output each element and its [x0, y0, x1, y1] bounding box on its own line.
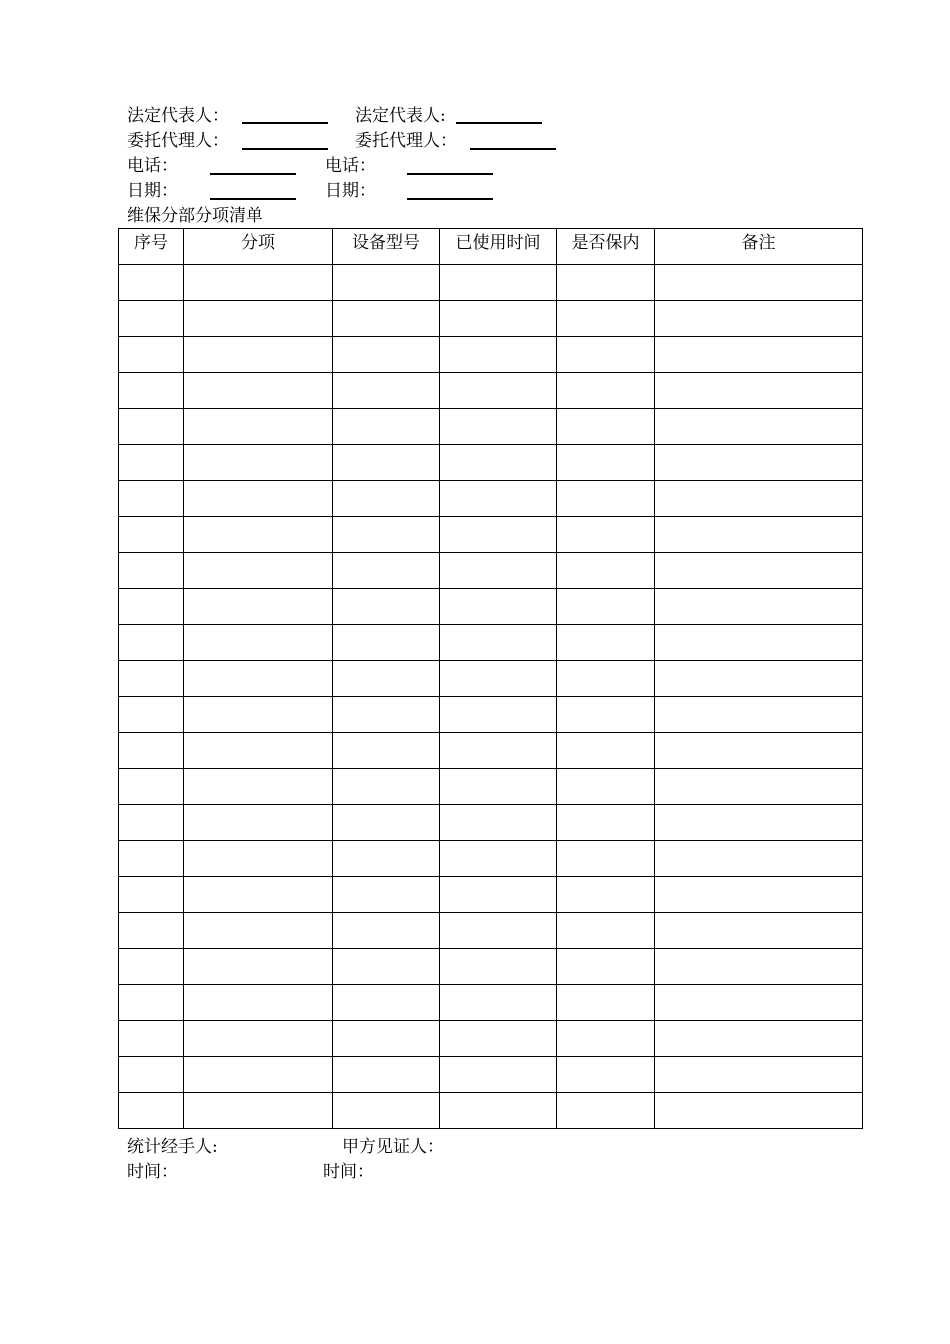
agent-line-left[interactable]	[242, 148, 328, 150]
cell-item[interactable]	[184, 769, 333, 805]
cell-used-time[interactable]	[440, 373, 557, 409]
cell-used-time[interactable]	[440, 481, 557, 517]
cell-warranty[interactable]	[557, 769, 655, 805]
cell-index[interactable]	[119, 589, 184, 625]
cell-warranty[interactable]	[557, 661, 655, 697]
cell-used-time[interactable]	[440, 805, 557, 841]
col-header-index: 序号	[119, 229, 184, 265]
cell-index[interactable]	[119, 517, 184, 553]
table-row	[119, 769, 863, 805]
cell-used-time[interactable]	[440, 697, 557, 733]
cell-model[interactable]	[333, 517, 440, 553]
agent-line-right[interactable]	[470, 148, 556, 150]
cell-index[interactable]	[119, 625, 184, 661]
table-row	[119, 985, 863, 1021]
cell-used-time[interactable]	[440, 985, 557, 1021]
cell-warranty[interactable]	[557, 589, 655, 625]
cell-model[interactable]	[333, 913, 440, 949]
table-row	[119, 1021, 863, 1057]
cell-warranty[interactable]	[557, 733, 655, 769]
cell-item[interactable]	[184, 481, 333, 517]
cell-warranty[interactable]	[557, 409, 655, 445]
cell-remarks[interactable]	[655, 805, 863, 841]
cell-warranty[interactable]	[557, 1057, 655, 1093]
phone-label-left: 电话：	[127, 156, 178, 176]
phone-line-right[interactable]	[407, 173, 493, 175]
cell-model[interactable]	[333, 589, 440, 625]
cell-warranty[interactable]	[557, 625, 655, 661]
cell-model[interactable]	[333, 445, 440, 481]
cell-item[interactable]	[184, 589, 333, 625]
table-row	[119, 949, 863, 985]
cell-index[interactable]	[119, 697, 184, 733]
cell-used-time[interactable]	[440, 625, 557, 661]
legal-rep-line-left[interactable]	[242, 122, 328, 124]
table-row	[119, 733, 863, 769]
cell-remarks[interactable]	[655, 661, 863, 697]
cell-item[interactable]	[184, 409, 333, 445]
cell-index[interactable]	[119, 733, 184, 769]
cell-item[interactable]	[184, 949, 333, 985]
table-row	[119, 409, 863, 445]
date-label-left: 日期：	[127, 181, 178, 201]
cell-model[interactable]	[333, 985, 440, 1021]
cell-item[interactable]	[184, 697, 333, 733]
col-header-used-time: 已使用时间	[440, 229, 557, 265]
cell-warranty[interactable]	[557, 985, 655, 1021]
cell-model[interactable]	[333, 841, 440, 877]
cell-used-time[interactable]	[440, 409, 557, 445]
cell-index[interactable]	[119, 769, 184, 805]
cell-model[interactable]	[333, 949, 440, 985]
cell-remarks[interactable]	[655, 949, 863, 985]
cell-item[interactable]	[184, 985, 333, 1021]
cell-index[interactable]	[119, 1021, 184, 1057]
cell-remarks[interactable]	[655, 1057, 863, 1093]
cell-used-time[interactable]	[440, 517, 557, 553]
cell-remarks[interactable]	[655, 625, 863, 661]
phone-line-left[interactable]	[210, 173, 296, 175]
cell-remarks[interactable]	[655, 373, 863, 409]
table-body	[119, 265, 863, 1129]
legal-rep-line-right[interactable]	[456, 122, 542, 124]
cell-warranty[interactable]	[557, 1093, 655, 1129]
time-label-left: 时间：	[127, 1162, 178, 1182]
cell-used-time[interactable]	[440, 1093, 557, 1129]
cell-remarks[interactable]	[655, 733, 863, 769]
table-row	[119, 373, 863, 409]
table-row	[119, 877, 863, 913]
cell-used-time[interactable]	[440, 265, 557, 301]
cell-model[interactable]	[333, 337, 440, 373]
cell-item[interactable]	[184, 517, 333, 553]
cell-warranty[interactable]	[557, 517, 655, 553]
cell-used-time[interactable]	[440, 553, 557, 589]
cell-remarks[interactable]	[655, 517, 863, 553]
table-row	[119, 445, 863, 481]
cell-model[interactable]	[333, 661, 440, 697]
agent-label-right: 委托代理人：	[355, 131, 457, 151]
legal-rep-label-right: 法定代表人:	[355, 106, 446, 126]
cell-model[interactable]	[333, 1021, 440, 1057]
cell-index[interactable]	[119, 985, 184, 1021]
cell-remarks[interactable]	[655, 337, 863, 373]
witness-label: 甲方见证人：	[342, 1137, 444, 1157]
cell-model[interactable]	[333, 1093, 440, 1129]
cell-warranty[interactable]	[557, 445, 655, 481]
maintenance-items-table	[118, 228, 863, 1129]
cell-model[interactable]	[333, 409, 440, 445]
cell-used-time[interactable]	[440, 949, 557, 985]
cell-remarks[interactable]	[655, 589, 863, 625]
col-header-remarks: 备注	[655, 229, 863, 265]
cell-warranty[interactable]	[557, 949, 655, 985]
table-row	[119, 265, 863, 301]
cell-remarks[interactable]	[655, 553, 863, 589]
col-header-item: 分项	[184, 229, 333, 265]
cell-warranty[interactable]	[557, 553, 655, 589]
cell-item[interactable]	[184, 625, 333, 661]
cell-used-time[interactable]	[440, 661, 557, 697]
cell-remarks[interactable]	[655, 841, 863, 877]
date-line-left[interactable]	[210, 198, 296, 200]
cell-model[interactable]	[333, 481, 440, 517]
table-row	[119, 805, 863, 841]
cell-item[interactable]	[184, 841, 333, 877]
cell-item[interactable]	[184, 805, 333, 841]
cell-warranty[interactable]	[557, 1021, 655, 1057]
cell-index[interactable]	[119, 373, 184, 409]
cell-index[interactable]	[119, 913, 184, 949]
cell-remarks[interactable]	[655, 301, 863, 337]
table-row	[119, 625, 863, 661]
cell-used-time[interactable]	[440, 769, 557, 805]
cell-index[interactable]	[119, 265, 184, 301]
agent-label-left: 委托代理人：	[127, 131, 229, 151]
cell-item[interactable]	[184, 1093, 333, 1129]
cell-remarks[interactable]	[655, 265, 863, 301]
cell-model[interactable]	[333, 805, 440, 841]
table-row	[119, 1057, 863, 1093]
cell-index[interactable]	[119, 877, 184, 913]
table-row	[119, 661, 863, 697]
phone-label-right: 电话：	[325, 156, 376, 176]
table-row	[119, 697, 863, 733]
cell-index[interactable]	[119, 481, 184, 517]
cell-item[interactable]	[184, 301, 333, 337]
handler-label: 统计经手人:	[127, 1137, 218, 1157]
cell-index[interactable]	[119, 1057, 184, 1093]
cell-item[interactable]	[184, 733, 333, 769]
cell-warranty[interactable]	[557, 877, 655, 913]
cell-warranty[interactable]	[557, 301, 655, 337]
cell-remarks[interactable]	[655, 985, 863, 1021]
cell-used-time[interactable]	[440, 841, 557, 877]
cell-index[interactable]	[119, 661, 184, 697]
table-header-row	[119, 229, 863, 265]
table-row	[119, 589, 863, 625]
cell-index[interactable]	[119, 805, 184, 841]
cell-index[interactable]	[119, 409, 184, 445]
col-header-warranty: 是否保内	[557, 229, 655, 265]
cell-item[interactable]	[184, 337, 333, 373]
cell-warranty[interactable]	[557, 805, 655, 841]
cell-item[interactable]	[184, 877, 333, 913]
cell-remarks[interactable]	[655, 1093, 863, 1129]
cell-used-time[interactable]	[440, 733, 557, 769]
table-row	[119, 553, 863, 589]
cell-model[interactable]	[333, 553, 440, 589]
cell-warranty[interactable]	[557, 265, 655, 301]
cell-index[interactable]	[119, 1093, 184, 1129]
cell-remarks[interactable]	[655, 1021, 863, 1057]
date-line-right[interactable]	[407, 198, 493, 200]
cell-model[interactable]	[333, 373, 440, 409]
cell-item[interactable]	[184, 1021, 333, 1057]
cell-item[interactable]	[184, 265, 333, 301]
cell-remarks[interactable]	[655, 913, 863, 949]
cell-model[interactable]	[333, 877, 440, 913]
cell-warranty[interactable]	[557, 337, 655, 373]
cell-used-time[interactable]	[440, 337, 557, 373]
cell-item[interactable]	[184, 1057, 333, 1093]
cell-index[interactable]	[119, 553, 184, 589]
cell-remarks[interactable]	[655, 445, 863, 481]
cell-warranty[interactable]	[557, 697, 655, 733]
cell-model[interactable]	[333, 1057, 440, 1093]
table-row	[119, 337, 863, 373]
table-row	[119, 301, 863, 337]
table-row	[119, 913, 863, 949]
cell-index[interactable]	[119, 841, 184, 877]
col-header-model: 设备型号	[333, 229, 440, 265]
cell-remarks[interactable]	[655, 481, 863, 517]
cell-index[interactable]	[119, 337, 184, 373]
cell-used-time[interactable]	[440, 589, 557, 625]
cell-item[interactable]	[184, 445, 333, 481]
cell-warranty[interactable]	[557, 481, 655, 517]
cell-remarks[interactable]	[655, 769, 863, 805]
cell-model[interactable]	[333, 301, 440, 337]
table-title: 维保分部分项清单	[127, 206, 263, 226]
table-row	[119, 841, 863, 877]
cell-used-time[interactable]	[440, 913, 557, 949]
cell-item[interactable]	[184, 553, 333, 589]
cell-model[interactable]	[333, 733, 440, 769]
cell-model[interactable]	[333, 769, 440, 805]
cell-item[interactable]	[184, 373, 333, 409]
cell-model[interactable]	[333, 625, 440, 661]
cell-index[interactable]	[119, 445, 184, 481]
cell-item[interactable]	[184, 913, 333, 949]
cell-used-time[interactable]	[440, 877, 557, 913]
cell-remarks[interactable]	[655, 877, 863, 913]
cell-warranty[interactable]	[557, 373, 655, 409]
date-label-right: 日期：	[325, 181, 376, 201]
cell-remarks[interactable]	[655, 409, 863, 445]
cell-model[interactable]	[333, 697, 440, 733]
cell-index[interactable]	[119, 301, 184, 337]
cell-used-time[interactable]	[440, 1021, 557, 1057]
cell-used-time[interactable]	[440, 301, 557, 337]
time-label-right: 时间：	[323, 1162, 374, 1182]
cell-model[interactable]	[333, 265, 440, 301]
cell-item[interactable]	[184, 661, 333, 697]
table-row	[119, 517, 863, 553]
cell-used-time[interactable]	[440, 1057, 557, 1093]
cell-index[interactable]	[119, 949, 184, 985]
cell-remarks[interactable]	[655, 697, 863, 733]
legal-rep-label-left: 法定代表人：	[127, 106, 229, 126]
cell-warranty[interactable]	[557, 841, 655, 877]
cell-warranty[interactable]	[557, 913, 655, 949]
table-row	[119, 481, 863, 517]
cell-used-time[interactable]	[440, 445, 557, 481]
table-row	[119, 1093, 863, 1129]
